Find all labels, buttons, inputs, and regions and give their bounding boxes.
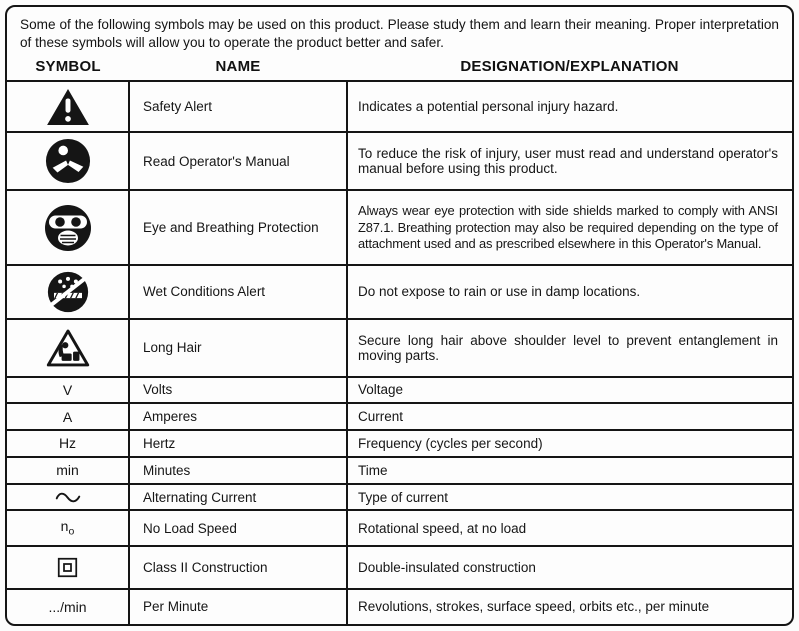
column-header-designation: DESIGNATION/EXPLANATION [460,57,679,75]
symbol-cell [7,457,129,484]
symbol-text-subscript: o [68,525,75,538]
table-row [7,319,792,377]
symbol-text: min [56,462,79,479]
symbol-name: Minutes [129,457,347,484]
alternating-current-icon [55,491,81,504]
symbol-name: Hertz [129,430,347,457]
class-ii-icon [57,557,78,578]
symbol-text: .../min [48,598,87,615]
table-row [7,265,792,319]
symbol-name: Alternating Current [129,484,347,511]
symbol-text: Hz [58,435,77,452]
symbol-designation: Voltage [347,377,792,404]
table-row [7,403,792,430]
symbol-cell [7,430,129,457]
symbol-cell [7,403,129,430]
table-row [7,457,792,484]
long-hair-icon [46,328,90,368]
symbol-designation: Rotational speed, at no load [347,510,792,545]
symbol-designation: Frequency (cycles per second) [347,430,792,457]
table-row [7,377,792,404]
symbol-cell [7,589,129,624]
symbol-name: Volts [129,377,347,404]
wet-conditions-icon [47,271,89,313]
symbol-name: Class II Construction [129,546,347,589]
symbol-cell [7,319,129,377]
symbol-cell [7,132,129,190]
table-row [7,81,792,132]
table-row [7,190,792,265]
symbol-name: No Load Speed [129,510,347,545]
symbol-text: V [62,381,73,398]
eye-breathing-protection-icon [44,204,92,252]
symbol-name: Wet Conditions Alert [129,265,347,319]
symbol-cell [7,265,129,319]
symbol-cell [7,546,129,589]
read-operators-manual-icon [45,138,91,184]
symbol-designation: Current [347,403,792,430]
safety-alert-icon [46,88,90,126]
symbols-table [7,80,792,624]
column-header-symbol: SYMBOL [35,57,101,75]
column-header-name: NAME [215,57,261,75]
page-frame [5,5,794,626]
table-row [7,510,792,545]
symbol-name: Safety Alert [129,81,347,132]
symbol-designation: Always wear eye protection with side shields marked to comply with ANSI Z87.1. Breathing protection may also be required depending on the type of attachment used and as prescribed elsewhere in this Operator's Manual. [347,190,792,265]
symbol-name: Amperes [129,403,347,430]
symbol-designation: Double-insulated construction [347,546,792,589]
symbol-cell [7,377,129,404]
table-row [7,132,792,190]
table-row [7,589,792,624]
symbol-name: Per Minute [129,589,347,624]
symbol-text: n [60,518,69,535]
symbol-designation: Revolutions, strokes, surface speed, orbits etc., per minute [347,589,792,624]
symbol-name: Read Operator's Manual [129,132,347,190]
symbol-designation: Time [347,457,792,484]
symbol-cell [7,190,129,265]
symbol-cell [7,484,129,511]
table-row [7,430,792,457]
table-row [7,546,792,589]
symbol-designation: Type of current [347,484,792,511]
symbol-designation: Indicates a potential personal injury hazard. [347,81,792,132]
symbol-name: Eye and Breathing Protection [129,190,347,265]
symbol-cell [7,510,129,545]
symbol-designation: Secure long hair above shoulder level to prevent entanglement in moving parts. [347,319,792,377]
table-row [7,484,792,511]
symbol-name: Long Hair [129,319,347,377]
symbol-text: A [62,408,73,425]
symbol-designation: Do not expose to rain or use in damp locations. [347,265,792,319]
symbol-cell [7,81,129,132]
table-header [7,55,792,80]
symbol-designation: To reduce the risk of injury, user must read and understand operator's manual before using this product. [347,132,792,190]
intro-text: Some of the following symbols may be used on this product. Please study them and learn their meaning. Proper interpretation of these symbols will allow you to operate the product better and safer. [20,17,779,50]
